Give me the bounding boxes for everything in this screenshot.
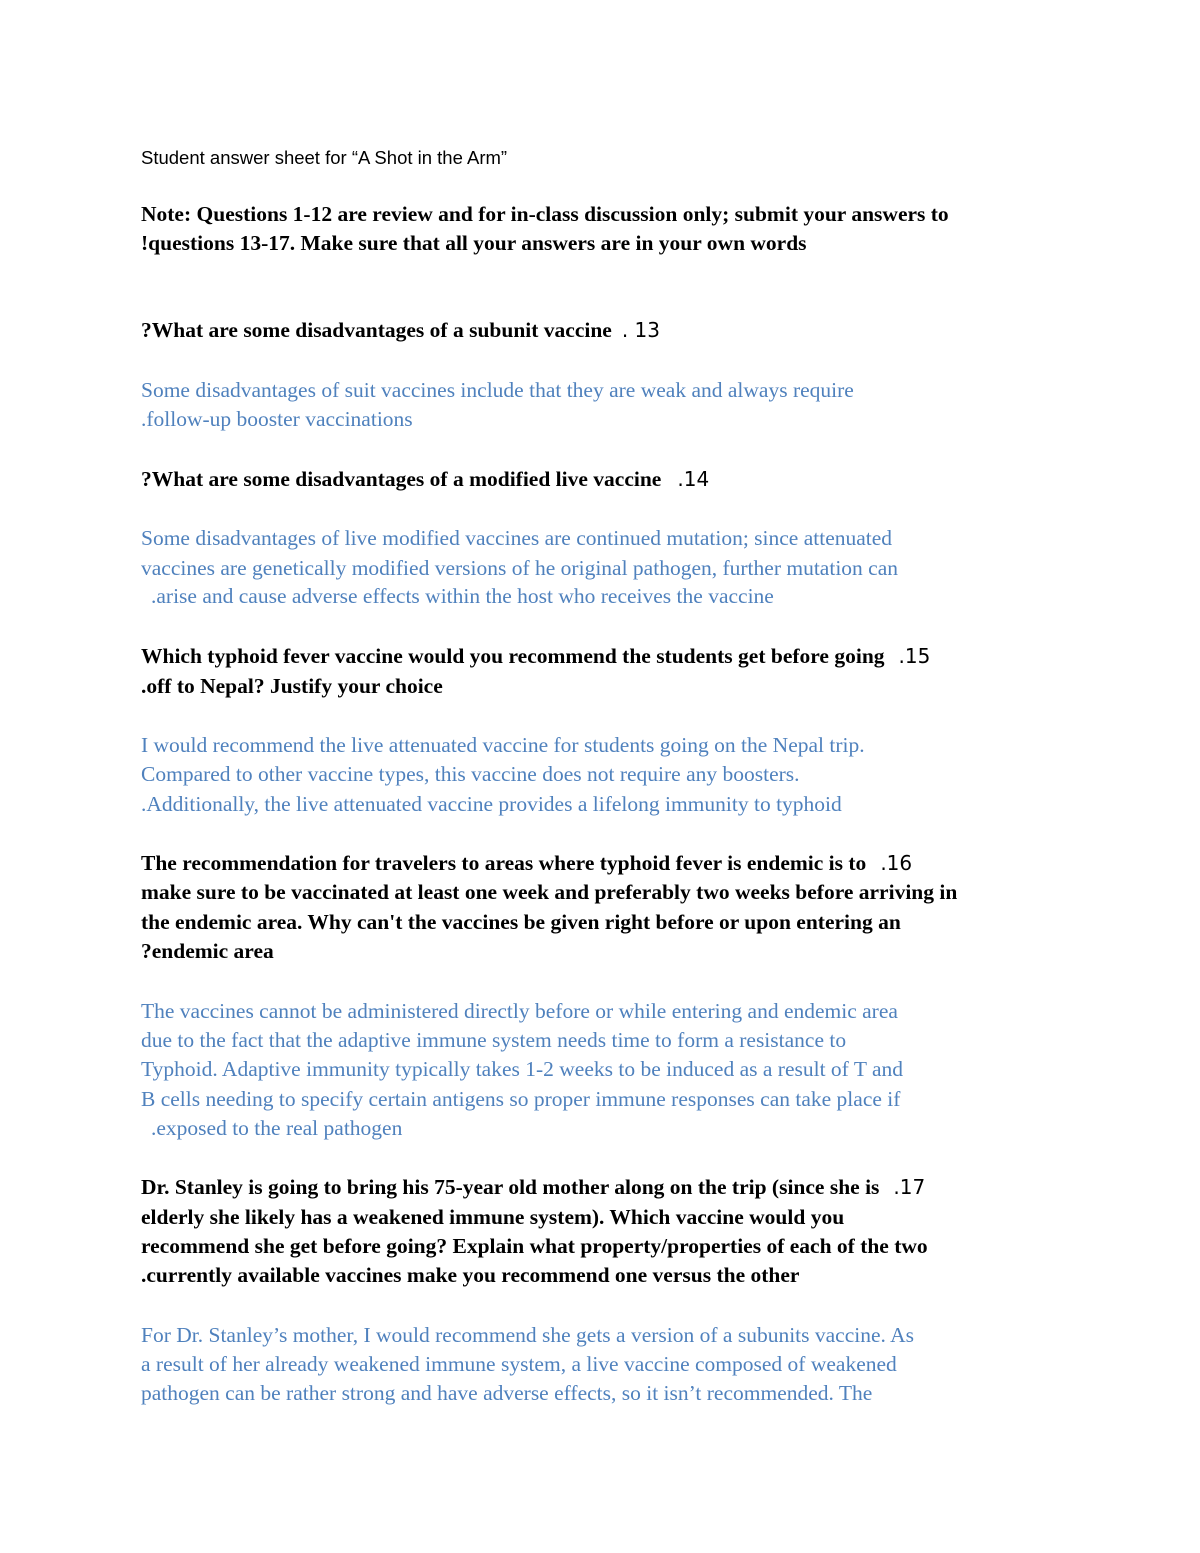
question-16-line: ?endemic area — [141, 939, 274, 963]
document-title: Student answer sheet for “A Shot in the Arm” — [141, 147, 508, 168]
question-text: ?What are some disadvantages of a modified live vaccine — [141, 467, 662, 491]
question-text: Dr. Stanley is going to bring his 75-year old mother along on the trip (since she is — [141, 1175, 880, 1199]
question-text: Which typhoid fever vaccine would you recommend the students get before going — [141, 644, 885, 668]
answer-16-line: Typhoid. Adaptive immunity typically takes 1-2 weeks to be induced as a result of T and — [141, 1057, 903, 1081]
question-number: .14 — [677, 467, 710, 491]
answer-14-line: .arise and cause adverse effects within the host who receives the vaccine — [151, 584, 774, 608]
note-line: Note: Questions 1-12 are review and for in-class discussion only; submit your answers to — [141, 202, 949, 226]
question-14 — [141, 465, 709, 494]
answer-16-line: .exposed to the real pathogen — [151, 1116, 403, 1140]
answer-16-line: The vaccines cannot be administered directly before or while entering and endemic area — [141, 999, 898, 1023]
question-number: .16 — [880, 851, 913, 875]
question-17 — [141, 1173, 925, 1202]
note-line: !questions 13-17. Make sure that all your answers are in your own words — [141, 231, 807, 255]
question-text: The recommendation for travelers to areas where typhoid fever is endemic is to — [141, 851, 867, 875]
answer-13-line: .follow-up booster vaccinations — [141, 407, 413, 431]
answer-15-line: .Additionally, the live attenuated vaccine provides a lifelong immunity to typhoid — [141, 792, 842, 816]
answer-15-line: Compared to other vaccine types, this vaccine does not require any boosters. — [141, 762, 800, 786]
question-17-line: elderly she likely has a weakened immune system). Which vaccine would you — [141, 1205, 845, 1229]
question-number: . 13 — [621, 318, 661, 342]
question-16-line: the endemic area. Why can't the vaccines be given right before or upon entering an — [141, 910, 901, 934]
answer-17-line: pathogen can be rather strong and have adverse effects, so it isn’t recommended. The — [141, 1381, 873, 1405]
answer-17-line: For Dr. Stanley’s mother, I would recommend she gets a version of a subunits vaccine. As — [141, 1323, 914, 1347]
question-text: ?What are some disadvantages of a subunit vaccine — [141, 318, 612, 342]
question-number: .15 — [898, 644, 931, 668]
answer-15-line: I would recommend the live attenuated vaccine for students going on the Nepal trip. — [141, 733, 865, 757]
question-15 — [141, 642, 930, 671]
question-16-line: make sure to be vaccinated at least one week and preferably two weeks before arriving in — [141, 880, 958, 904]
answer-14-line: Some disadvantages of live modified vaccines are continued mutation; since attenuated — [141, 526, 893, 550]
answer-13-line: Some disadvantages of suit vaccines include that they are weak and always require — [141, 378, 854, 402]
answer-16-line: due to the fact that the adaptive immune system needs time to form a resistance to — [141, 1028, 847, 1052]
question-15-line: .off to Nepal? Justify your choice — [141, 674, 443, 698]
question-13 — [141, 316, 660, 345]
question-17-line: .currently available vaccines make you recommend one versus the other — [141, 1263, 800, 1287]
question-number: .17 — [893, 1175, 926, 1199]
answer-17-line: a result of her already weakened immune system, a live vaccine composed of weakened — [141, 1352, 897, 1376]
question-17-line: recommend she get before going? Explain what property/properties of each of the two — [141, 1234, 928, 1258]
answer-16-line: B cells needing to specify certain antigens so proper immune responses can take place if — [141, 1087, 901, 1111]
question-16 — [141, 849, 912, 878]
answer-14-line: vaccines are genetically modified versions of he original pathogen, further mutation can — [141, 556, 899, 580]
